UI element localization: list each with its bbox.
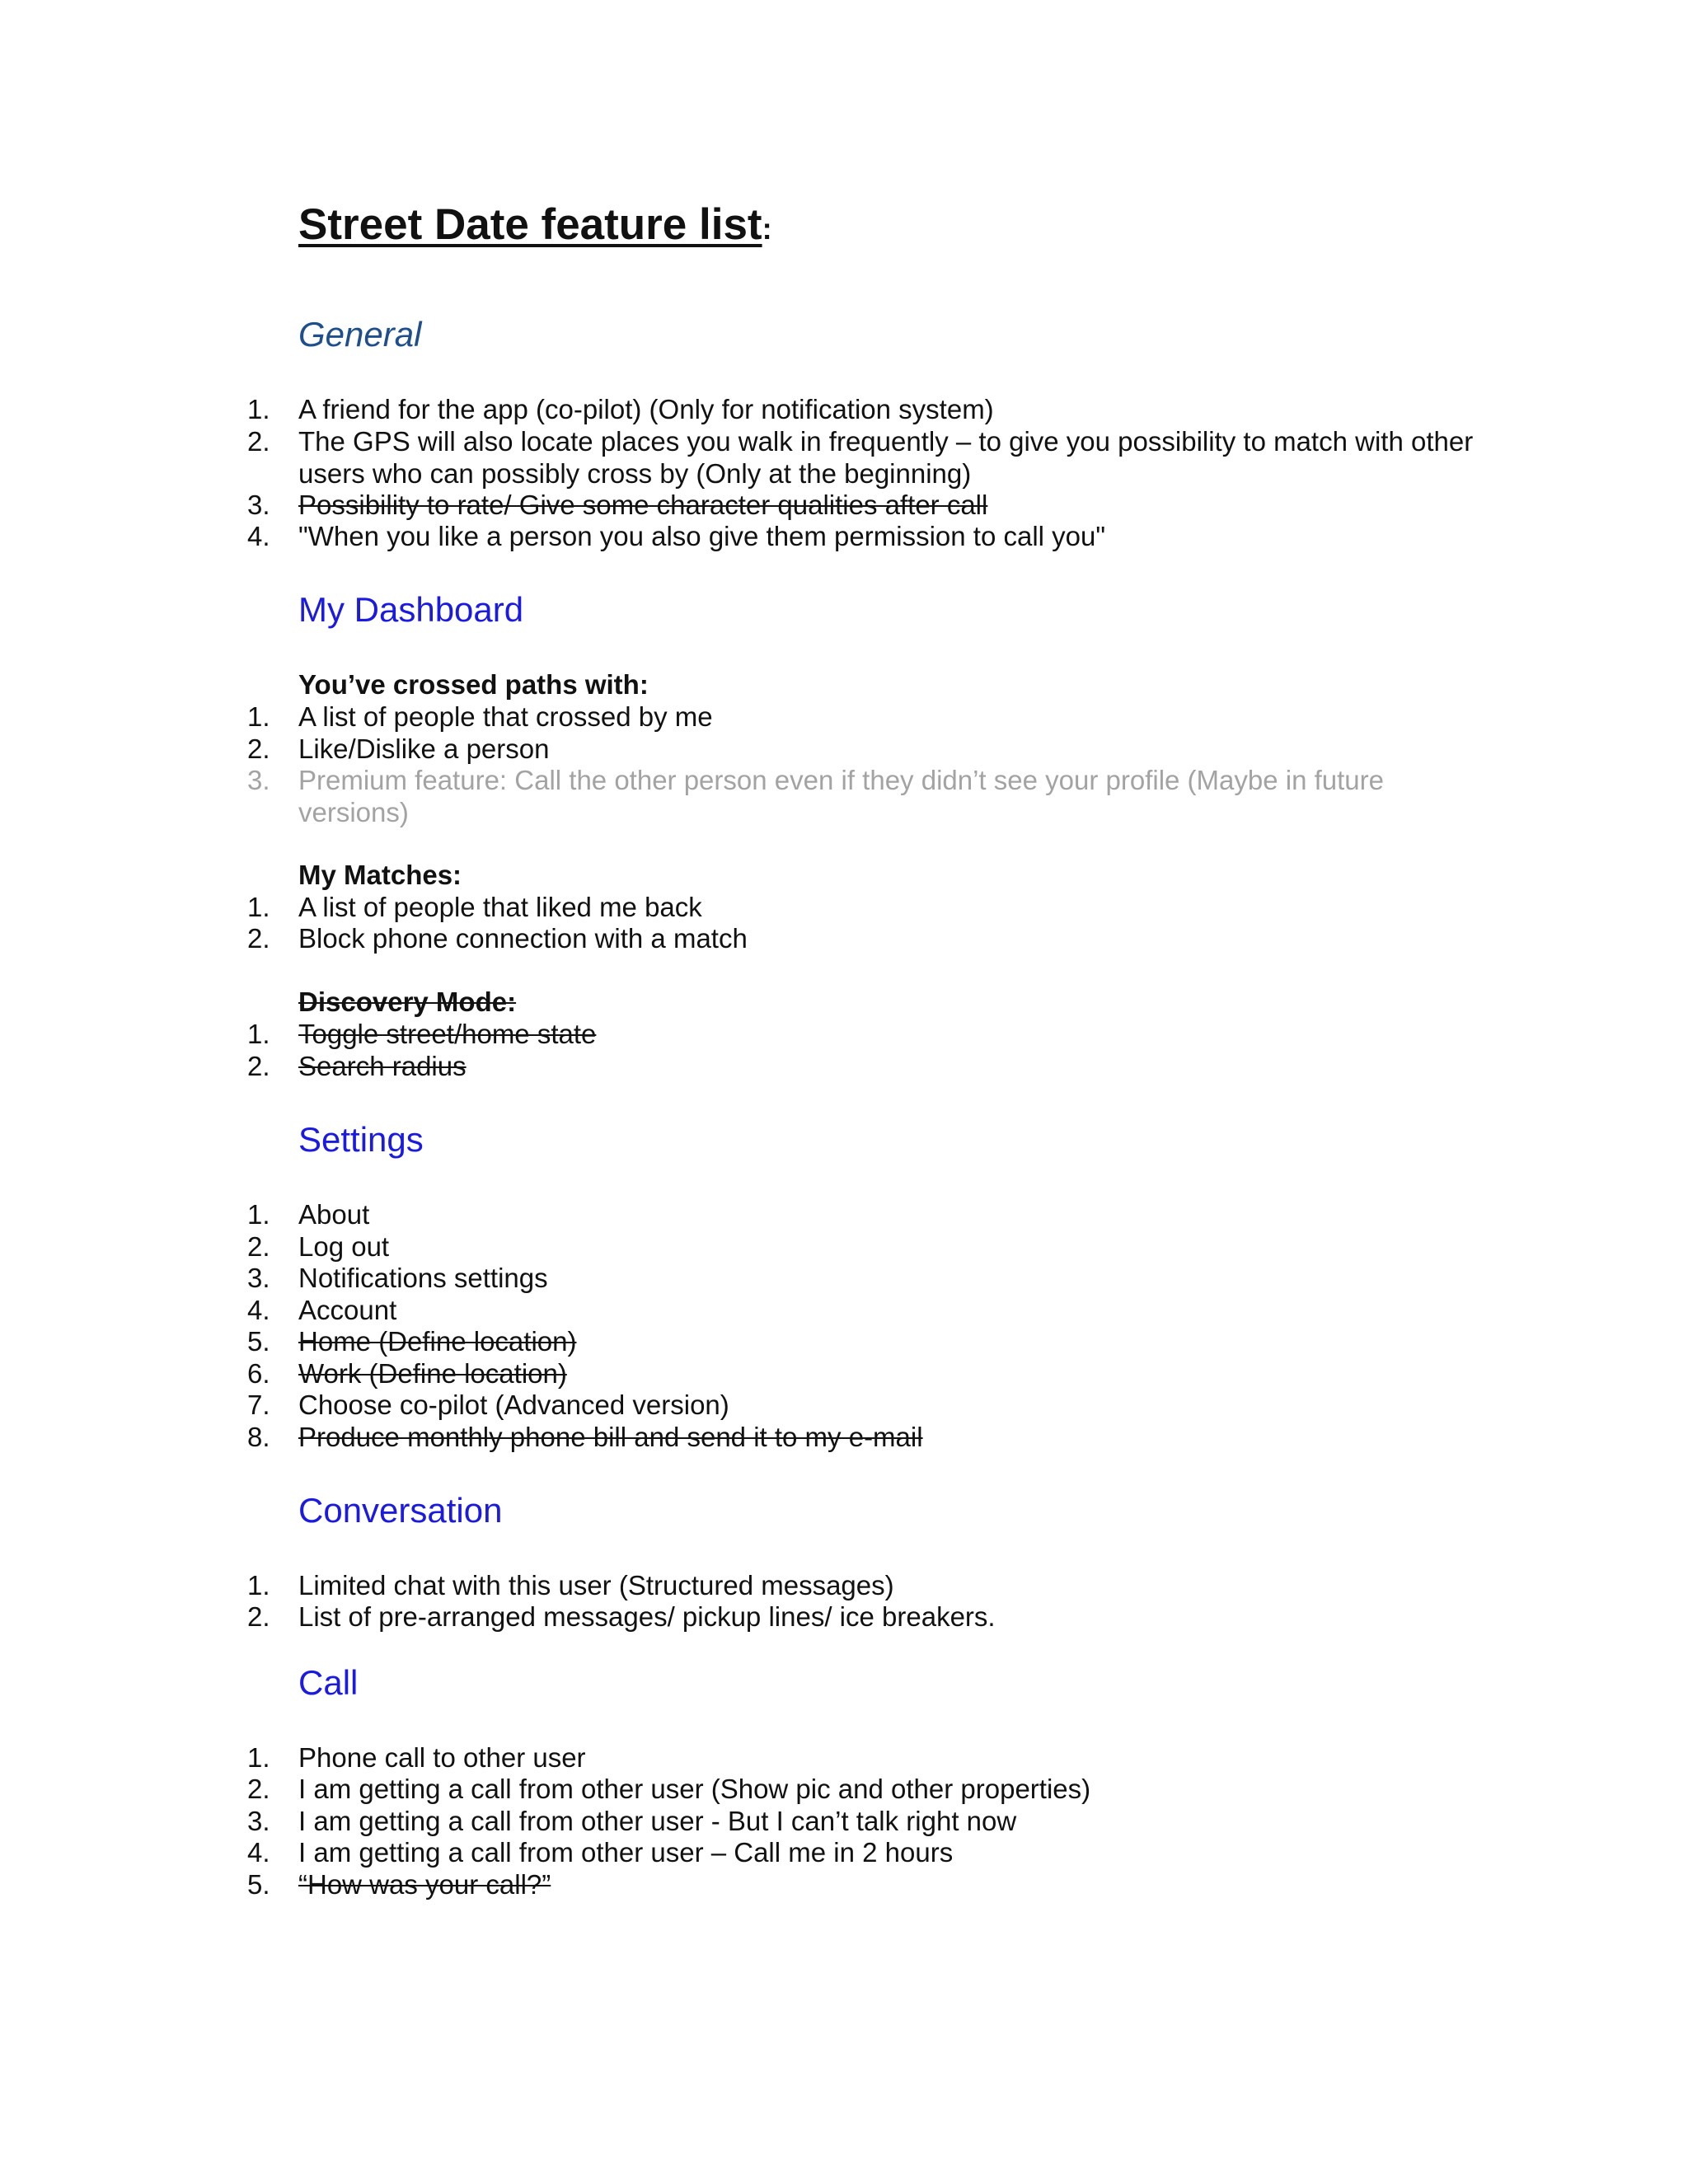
- section-heading-general: General: [298, 315, 422, 354]
- list-text: Log out: [298, 1231, 390, 1262]
- list-text: Home (Define location): [298, 1326, 577, 1357]
- list-item: [247, 1230, 1533, 1263]
- subheading-my-matches: My Matches:: [298, 860, 462, 890]
- list-item-struck: [247, 1325, 1533, 1357]
- list-number: 4.: [247, 521, 270, 551]
- list-text: A friend for the app (co-pilot) (Only for notification system): [298, 394, 994, 424]
- list-number: 2.: [247, 426, 270, 457]
- list-number: 4.: [247, 1837, 270, 1868]
- list-text: About: [298, 1199, 370, 1230]
- section-heading-settings: Settings: [298, 1120, 424, 1159]
- list-number: 3.: [247, 490, 270, 520]
- list-number: 1.: [247, 1742, 270, 1773]
- title-text: Street Date feature list: [298, 200, 762, 249]
- list-number: 3.: [247, 765, 270, 795]
- list-text: The GPS will also locate places you walk in frequently – to give you possibility to match with other users who can possibly cross by (Only at the beginning): [298, 426, 1474, 489]
- list-text: Premium feature: Call the other person even if they didn’t see your profile (Maybe in future versions): [298, 765, 1385, 827]
- list-item-struck: [247, 1018, 1533, 1050]
- list-number: 2.: [247, 1601, 270, 1632]
- list-text: "When you like a person you also give them permission to call you": [298, 521, 1106, 551]
- list-item-struck: [247, 1868, 1533, 1900]
- section-heading-conversation: Conversation: [298, 1491, 503, 1530]
- list-item: [247, 1773, 1533, 1805]
- list-text: Produce monthly phone bill and send it to my e-mail: [298, 1422, 923, 1452]
- list-text: Account: [298, 1295, 397, 1325]
- list-item: [247, 1389, 1533, 1421]
- list-number: 2.: [247, 1774, 270, 1804]
- list-item: [247, 520, 1533, 552]
- list-text: Toggle street/home state: [298, 1019, 597, 1049]
- subheading-discovery-mode: Discovery Mode:: [298, 987, 517, 1017]
- list-item: [247, 1805, 1533, 1837]
- list-number: 8.: [247, 1422, 270, 1452]
- list-text: A list of people that crossed by me: [298, 701, 713, 732]
- list-item: [247, 733, 1533, 765]
- section-heading-call: Call: [298, 1663, 359, 1702]
- list-number: 5.: [247, 1326, 270, 1357]
- list-item: [247, 1294, 1533, 1326]
- list-item: [247, 1262, 1533, 1294]
- list-item: [247, 922, 1533, 954]
- list-text: “How was your call?”: [298, 1869, 551, 1900]
- list-item-struck: [247, 489, 1533, 521]
- title-colon: :: [762, 212, 772, 246]
- list-number: 3.: [247, 1263, 270, 1293]
- list-number: 2.: [247, 1051, 270, 1081]
- list-text: Like/Dislike a person: [298, 733, 550, 764]
- list-item: [247, 1569, 1533, 1601]
- list-text: Block phone connection with a match: [298, 923, 748, 954]
- list-text: Work (Define location): [298, 1358, 567, 1389]
- list-number: 1.: [247, 1019, 270, 1049]
- document-title: [298, 196, 772, 258]
- list-item: [247, 1601, 1533, 1633]
- list-text: A list of people that liked me back: [298, 892, 702, 922]
- list-item-struck: [247, 1421, 1533, 1453]
- list-text: Notifications settings: [298, 1263, 548, 1293]
- list-item: [247, 393, 1533, 425]
- list-item: [247, 1198, 1533, 1230]
- list-number: 1.: [247, 701, 270, 732]
- list-number: 2.: [247, 1231, 270, 1262]
- list-number: 1.: [247, 394, 270, 424]
- list-item: [247, 701, 1533, 733]
- list-item-struck: [247, 1050, 1533, 1082]
- list-number: 7.: [247, 1390, 270, 1420]
- list-number: 3.: [247, 1806, 270, 1836]
- list-text: I am getting a call from other user (Show pic and other properties): [298, 1774, 1091, 1804]
- subheading-crossed-paths: You’ve crossed paths with:: [298, 669, 649, 700]
- list-number: 2.: [247, 733, 270, 764]
- list-number: 1.: [247, 1570, 270, 1601]
- list-text: Choose co-pilot (Advanced version): [298, 1390, 729, 1420]
- list-text: I am getting a call from other user – Call me in 2 hours: [298, 1837, 954, 1868]
- list-number: 6.: [247, 1358, 270, 1389]
- list-number: 1.: [247, 892, 270, 922]
- list-item: [247, 1836, 1533, 1868]
- list-number: 5.: [247, 1869, 270, 1900]
- list-text: Search radius: [298, 1051, 467, 1081]
- list-text: I am getting a call from other user - But I can’t talk right now: [298, 1806, 1017, 1836]
- list-number: 2.: [247, 923, 270, 954]
- list-text: Possibility to rate/ Give some character qualities after call: [298, 490, 988, 520]
- list-text: List of pre-arranged messages/ pickup lines/ ice breakers.: [298, 1601, 996, 1632]
- section-heading-dashboard: My Dashboard: [298, 590, 524, 629]
- list-number: 4.: [247, 1295, 270, 1325]
- list-text: Limited chat with this user (Structured messages): [298, 1570, 894, 1601]
- list-item-greyed: [247, 764, 1401, 828]
- list-text: Phone call to other user: [298, 1742, 586, 1773]
- list-item-struck: [247, 1357, 1533, 1390]
- list-item: [247, 425, 1533, 490]
- list-item: [247, 1741, 1533, 1774]
- list-number: 1.: [247, 1199, 270, 1230]
- list-item: [247, 891, 1533, 923]
